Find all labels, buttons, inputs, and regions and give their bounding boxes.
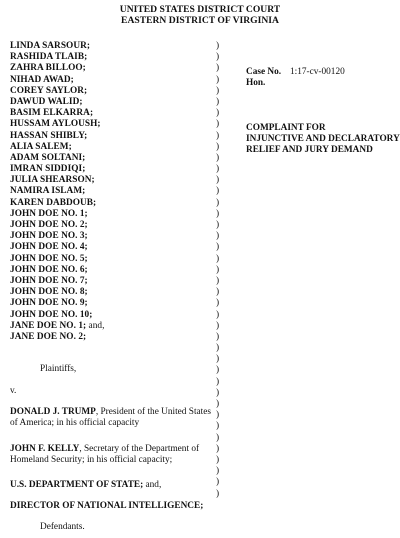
caption-bracket: ): [216, 141, 220, 152]
caption-bracket: ): [216, 298, 220, 309]
defendant-state-and: and,: [143, 480, 162, 490]
plaintiff-name-text: ALIA SALEM;: [10, 141, 72, 152]
plaintiff-name-text: RASHIDA TLAIB;: [10, 52, 88, 63]
plaintiff-name: [10, 97, 105, 108]
caption-bracket: ): [216, 186, 220, 197]
plaintiff-name-text: HASSAN SHIBLY;: [10, 130, 88, 141]
defendant-trump-desc: , President of the United States of America; in his official capacity: [10, 407, 211, 429]
plaintiff-name: [10, 287, 105, 298]
plaintiff-name: [10, 242, 105, 253]
caption-bracket: ): [216, 309, 220, 320]
plaintiff-name-text: JOHN DOE NO. 6;: [10, 264, 88, 275]
caption-bracket: ): [216, 130, 220, 141]
plaintiff-name: [10, 108, 105, 119]
defendant-trump: [10, 407, 220, 430]
caption-bracket: ): [216, 197, 220, 208]
plaintiff-name-text: NAMIRA ISLAM;: [10, 186, 86, 197]
caption-bracket: ): [216, 41, 220, 51]
plaintiff-name: [10, 186, 105, 197]
plaintiff-name: [10, 164, 105, 175]
plaintiff-conjunction: and,: [86, 320, 105, 331]
defendants-label: Defendants.: [40, 522, 85, 532]
caption-bracket: ): [216, 488, 220, 499]
plaintiff-name: [10, 175, 105, 186]
caption-bracket: ): [216, 287, 220, 298]
plaintiff-name-text: HUSSAM AYLOUSH;: [10, 119, 101, 130]
plaintiff-name-text: LINDA SARSOUR;: [10, 41, 90, 51]
caption-brackets: [216, 41, 219, 500]
plaintiff-name: [10, 153, 105, 164]
caption-bracket: ): [216, 231, 220, 242]
plaintiff-name: [10, 321, 105, 332]
defendant-dni-name: DIRECTOR OF NATIONAL INTELLIGENCE;: [10, 501, 204, 511]
defendant-state: [10, 480, 220, 491]
caption-bracket: ): [216, 164, 220, 175]
plaintiff-name: [10, 198, 105, 209]
plaintiff-name-text: JANE DOE NO. 1;: [10, 320, 87, 331]
caption-bracket: ): [216, 421, 220, 432]
plaintiff-name-text: JOHN DOE NO. 5;: [10, 253, 88, 264]
case-number-block: [246, 67, 345, 89]
plaintiff-name-text: DAWUD WALID;: [10, 96, 83, 107]
caption-bracket: ): [216, 477, 220, 488]
caption-bracket: ): [216, 343, 220, 354]
versus-label: v.: [10, 386, 17, 396]
plaintiff-name: [10, 75, 105, 86]
defendant-state-name: U.S. DEPARTMENT OF STATE;: [10, 480, 144, 490]
caption-bracket: ): [216, 74, 220, 85]
plaintiff-name-text: ZAHRA BILLOO;: [10, 63, 86, 74]
plaintiff-name: [10, 265, 105, 276]
plaintiffs-label: Plaintiffs,: [40, 364, 77, 374]
complaint-title-line3: RELIEF AND JURY DEMAND: [246, 145, 373, 156]
plaintiff-name-text: IMRAN SIDDIQI;: [10, 164, 86, 175]
caption-bracket: ): [216, 108, 220, 119]
caption-bracket: ): [216, 96, 220, 107]
defendant-kelly-name: JOHN F. KELLY: [10, 444, 80, 454]
caption-bracket: ): [216, 63, 220, 74]
caption-bracket: ): [216, 242, 220, 253]
caption-bracket: ): [216, 208, 220, 219]
plaintiff-name: [10, 86, 105, 97]
plaintiff-name-text: JOHN DOE NO. 10;: [10, 309, 93, 320]
caption-bracket: ): [216, 220, 220, 230]
plaintiff-name: [10, 119, 105, 130]
caption-bracket: ): [216, 365, 220, 376]
plaintiff-name-text: COREY SAYLOR;: [10, 85, 88, 96]
plaintiff-name-text: JOHN DOE NO. 8;: [10, 287, 88, 298]
caption-bracket: ): [216, 264, 220, 275]
complaint-title: [246, 123, 400, 157]
plaintiff-name-text: KAREN DABDOUB;: [10, 197, 97, 208]
plaintiff-list: [10, 41, 105, 343]
plaintiff-name-text: JOHN DOE NO. 2;: [10, 220, 88, 230]
plaintiff-name-text: NIHAD AWAD;: [10, 74, 74, 85]
complaint-title-line1: COMPLAINT FOR: [246, 123, 326, 133]
caption-bracket: ): [216, 466, 220, 477]
caption-bracket: ): [216, 119, 220, 130]
plaintiff-name: JANE DOE NO. 2;: [10, 331, 87, 342]
defendant-kelly-desc: , Secretary of the Department of Homeland Security; in his official capacity;: [10, 444, 200, 466]
plaintiff-name: [10, 63, 105, 74]
caption-bracket: ): [216, 410, 220, 421]
plaintiff-name: [10, 298, 105, 309]
plaintiff-name-text: JOHN DOE NO. 1;: [10, 208, 88, 219]
plaintiff-name: [10, 142, 105, 153]
plaintiff-name: [10, 220, 105, 231]
caption-bracket: ): [216, 376, 220, 387]
plaintiff-name-text: JOHN DOE NO. 4;: [10, 242, 88, 253]
caption-bracket: ): [216, 399, 220, 409]
plaintiff-name: [10, 276, 105, 287]
case-number: 1:17-cv-00120: [290, 67, 345, 77]
caption-bracket: ): [216, 432, 220, 443]
plaintiff-name: [10, 231, 105, 242]
plaintiff-name-text: JOHN DOE NO. 9;: [10, 298, 88, 309]
caption-bracket: ): [216, 387, 220, 398]
plaintiff-name: [10, 41, 105, 52]
court-name: UNITED STATES DISTRICT COURT: [119, 4, 281, 15]
defendant-trump-name: DONALD J. TRUMP: [10, 407, 96, 417]
complaint-title-line2: INJUNCTIVE AND DECLARATORY: [246, 134, 400, 145]
plaintiff-name: [10, 52, 105, 63]
court-district: EASTERN DISTRICT OF VIRGINIA: [121, 15, 279, 26]
plaintiff-name-text: BASIM ELKARRA;: [10, 108, 94, 119]
caption-bracket: ): [216, 52, 220, 63]
caption-bracket: ): [216, 320, 220, 331]
caption-bracket: ): [216, 253, 220, 264]
defendant-dni: [10, 501, 220, 512]
plaintiff-name: [10, 131, 105, 142]
caption-bracket: ): [216, 275, 220, 286]
caption-bracket: ): [216, 331, 220, 342]
judge-label: Hon.: [246, 78, 266, 89]
plaintiff-name-text: ADAM SOLTANI;: [10, 152, 86, 163]
caption-bracket: ): [216, 454, 220, 465]
caption-bracket: ): [216, 175, 220, 186]
court-header: [0, 4, 400, 26]
plaintiff-name: [10, 254, 105, 265]
plaintiff-name-text: JOHN DOE NO. 3;: [10, 231, 88, 242]
defendant-kelly: [10, 444, 220, 467]
plaintiff-name-text: JULIA SHEARSON;: [10, 175, 95, 186]
caption-bracket: ): [216, 443, 220, 454]
plaintiff-name: [10, 310, 105, 321]
caption-bracket: ): [216, 354, 220, 365]
plaintiff-name-text: JOHN DOE NO. 7;: [10, 275, 88, 286]
caption-bracket: ): [216, 85, 220, 96]
plaintiff-name: [10, 209, 105, 220]
caption-bracket: ): [216, 152, 220, 163]
case-number-label: Case No.: [246, 67, 282, 77]
